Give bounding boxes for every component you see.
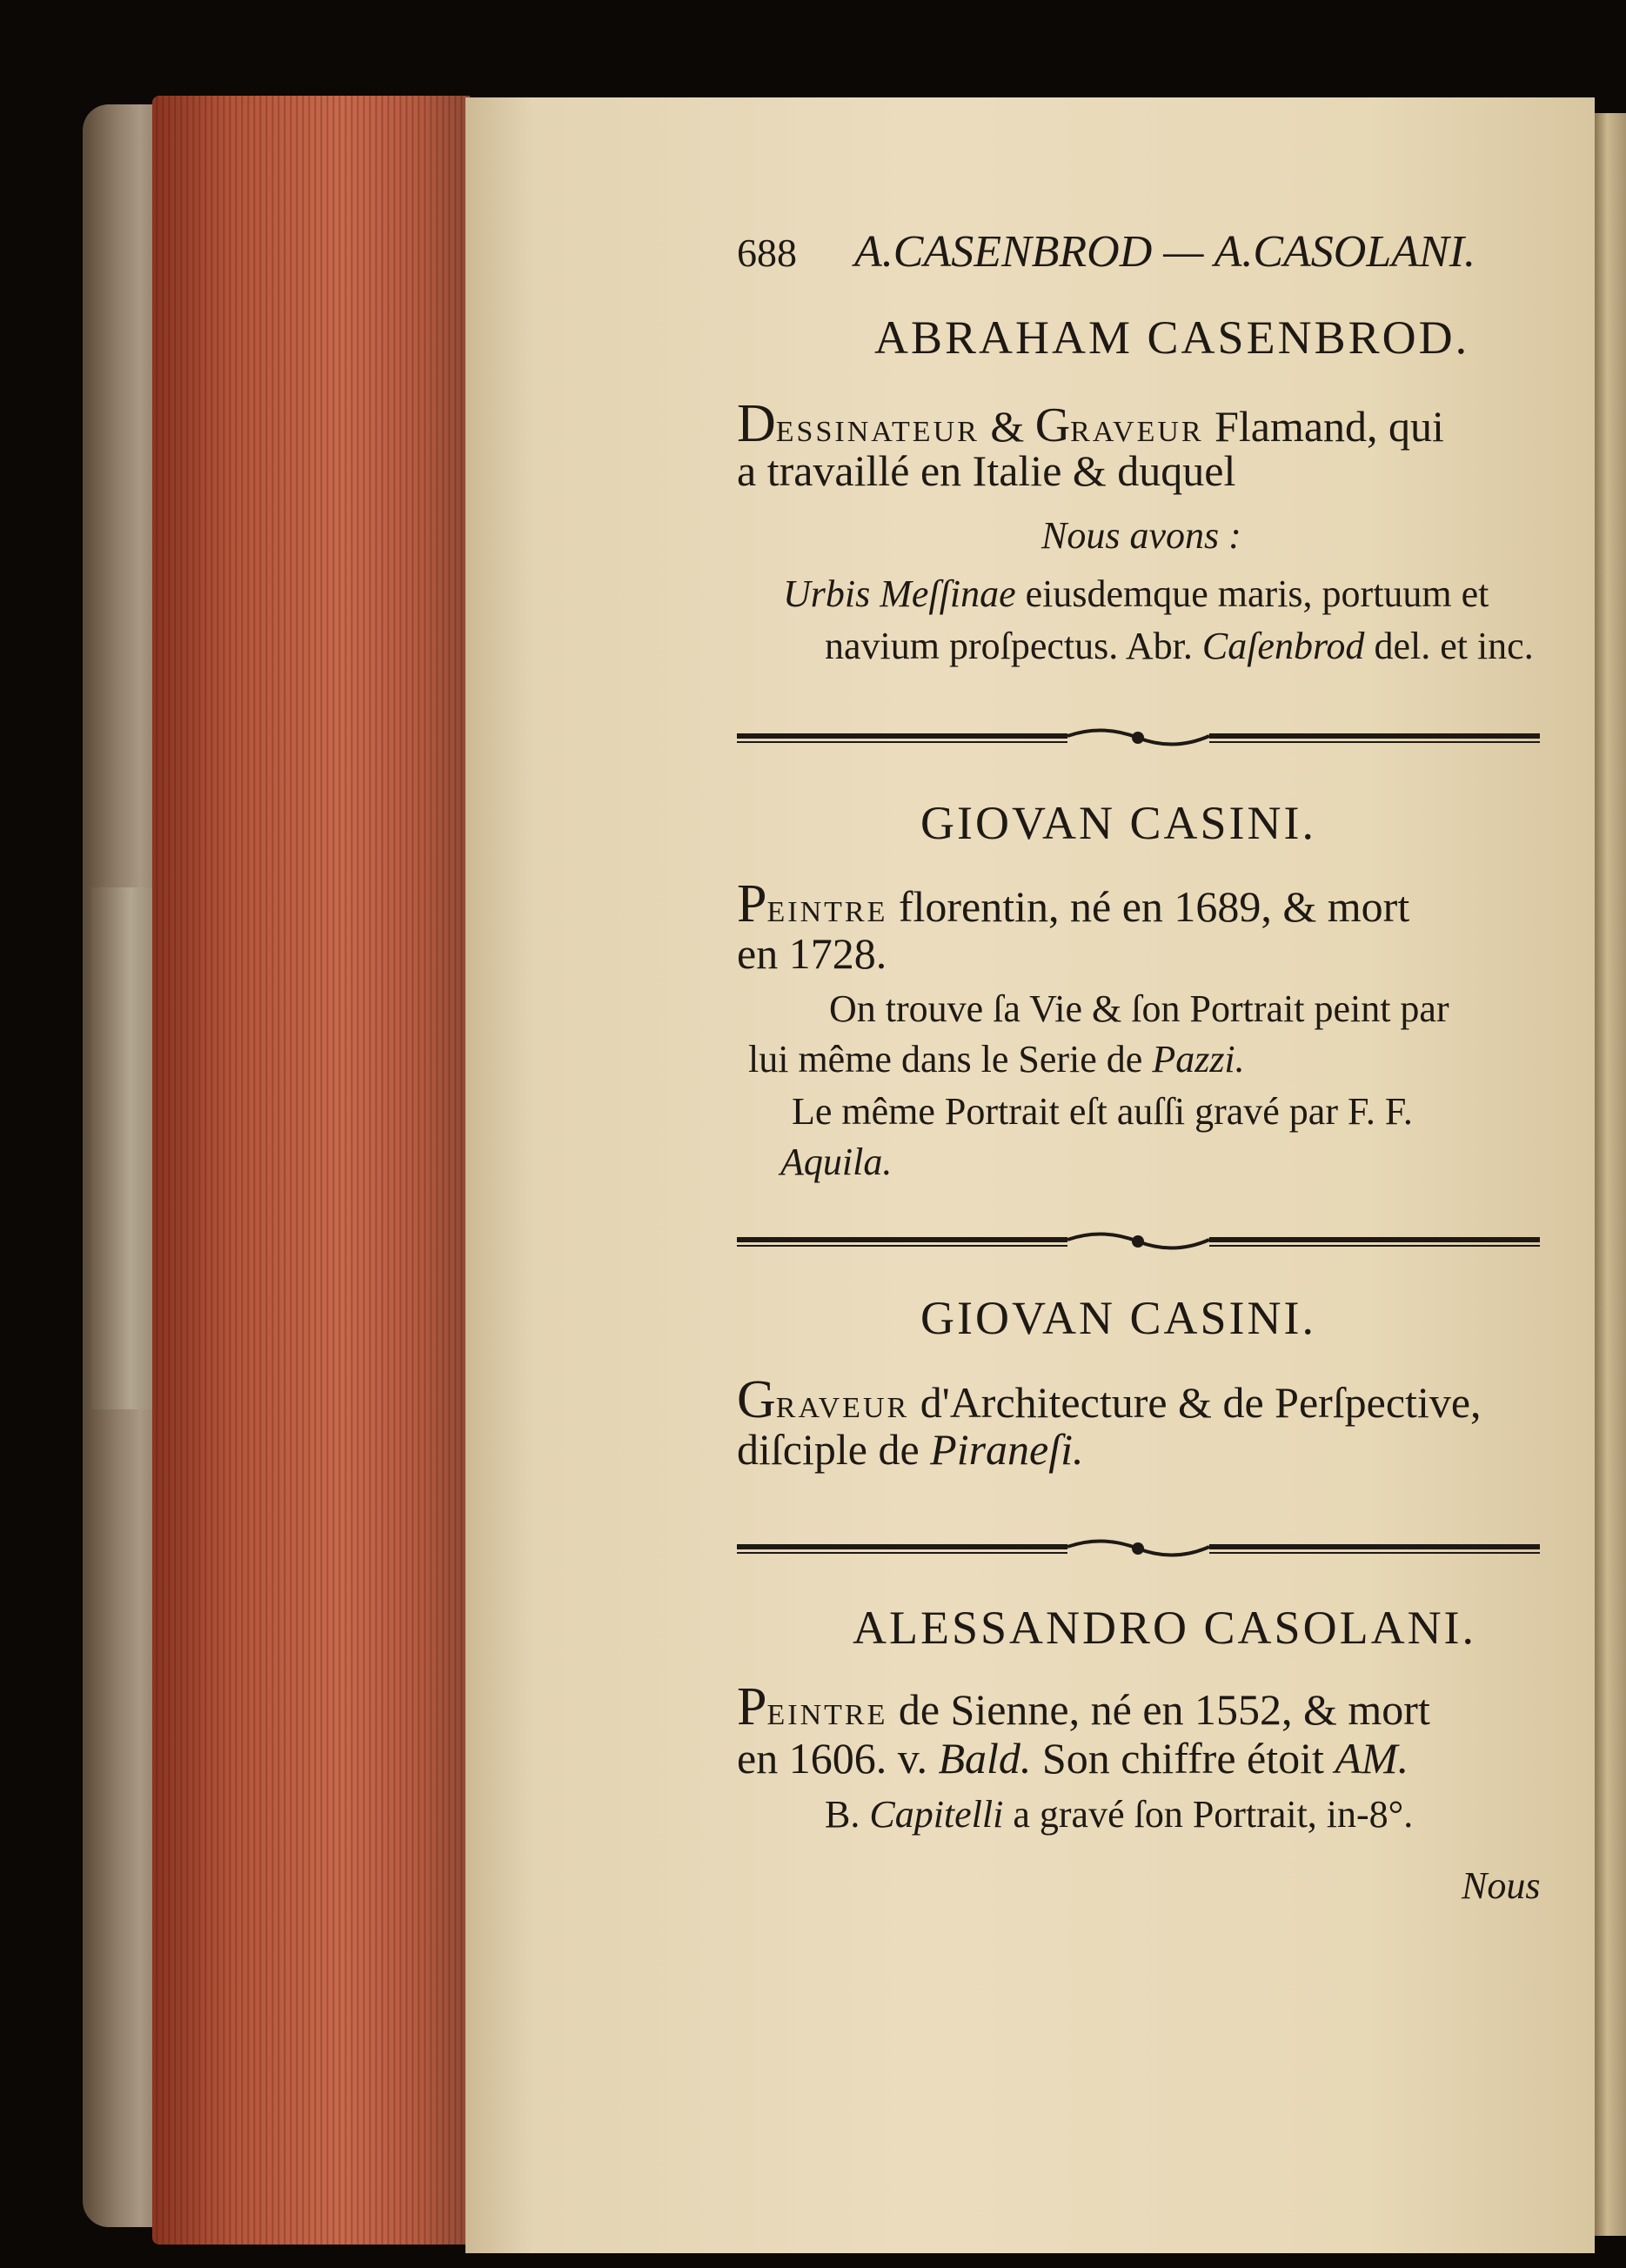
- facing-page-edge: [1595, 113, 1626, 2236]
- entry-heading-casolani: ALESSANDRO CASOLANI.: [853, 1602, 1477, 1654]
- ornament-rule: [737, 1224, 1540, 1259]
- monogram: AM.: [1335, 1734, 1409, 1783]
- ornament-rule: [737, 1531, 1540, 1566]
- page-edges: [152, 96, 470, 2245]
- entry-text-line: B. Capitelli a gravé ſon Portrait, in-8°.: [825, 1793, 1414, 1836]
- entry-heading-casini-1: GIOVAN CASINI.: [920, 797, 1317, 849]
- entry-subheading: Nous avons :: [1041, 514, 1241, 557]
- entry-text-line: en 1606. v. Bald. Son chiffre étoit AM.: [737, 1734, 1409, 1783]
- page-number: 688: [737, 231, 797, 275]
- entry-text-line: diſciple de Piraneſi.: [737, 1425, 1084, 1474]
- catchword: Nous: [1462, 1864, 1541, 1907]
- entry-text-line: a travaillé en Italie & duquel: [737, 446, 1236, 495]
- entry-text-line: GRAVEUR d'Architecture & de Perſpective,: [737, 1370, 1482, 1429]
- entry-heading-casini-2: GIOVAN CASINI.: [920, 1292, 1317, 1344]
- entry-heading-casenbrod: ABRAHAM CASENBROD.: [874, 311, 1470, 364]
- entry-text-line: en 1728.: [737, 929, 887, 978]
- entry-text-line: Urbis Meſſinae eiusdemque maris, portuum et: [783, 572, 1489, 615]
- entry-text-line: DESSINATEUR & GRAVEUR Flamand, qui: [737, 394, 1444, 453]
- entry-text-line: PEINTRE de Sienne, né en 1552, & mort: [737, 1677, 1430, 1736]
- running-head: A.CASENBROD — A.CASOLANI.: [854, 227, 1476, 277]
- entry-text-line: Le même Portrait eſt auſſi gravé par F. F.: [792, 1090, 1413, 1133]
- entry-text-line: lui même dans le Serie de Pazzi.: [748, 1038, 1245, 1080]
- book-page: [465, 97, 1595, 2253]
- entry-text-line: PEINTRE florentin, né en 1689, & mort: [737, 874, 1410, 933]
- entry-text-line: On trouve ſa Vie & ſon Portrait peint par: [829, 987, 1449, 1030]
- entry-text-line: navium proſpectus. Abr. Caſenbrod del. et inc.: [825, 625, 1534, 667]
- ornament-rule: [737, 720, 1540, 755]
- entry-text-line: Aquila.: [780, 1141, 893, 1183]
